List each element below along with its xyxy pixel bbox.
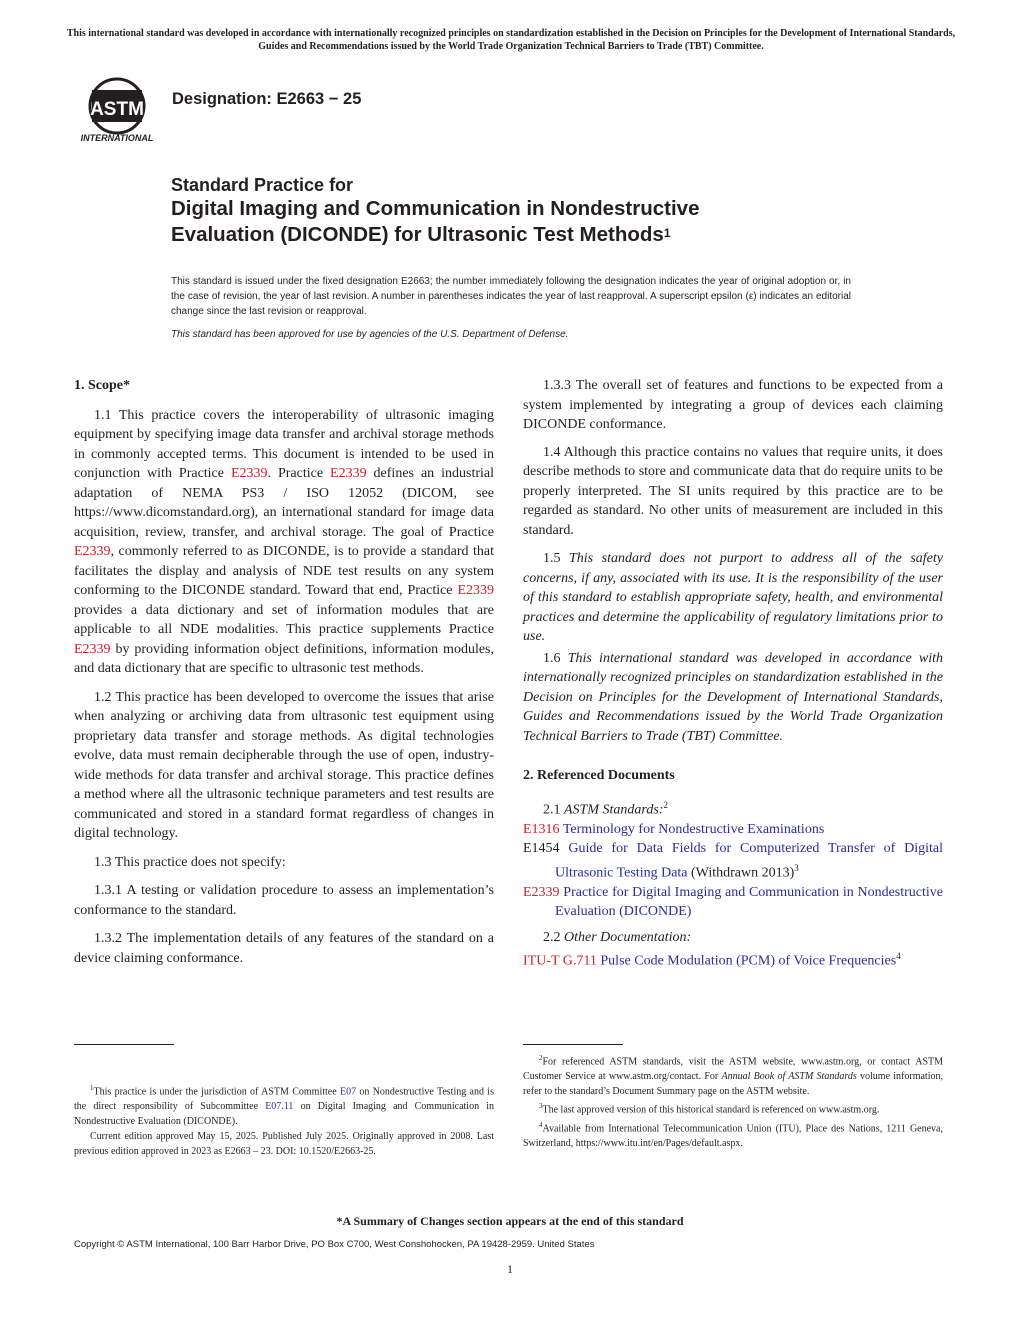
footnote-3: $^3$The last approved version of this historical standard is referenced on www.astm.org. <box>539 1102 880 1116</box>
para-1-2: 1.2 This practice has been developed to overcome the issues that arise when analyzing or archiving data from ultrasonic test equipment using proprietary data transfer and storage methods. As digital technologies evolve, data must remain decipherable through the use of open, industry-wide methods for data transfer and archival storage. This practice defines a method where all the ultrasonic technique parameters and test results are communicated and stored in a standard format regardless of changes in digital technology. <box>74 689 494 841</box>
ref-item <box>523 820 943 840</box>
link-e2339[interactable]: E2339 <box>457 583 494 598</box>
ref-title[interactable]: Guide for Data Fields for Computerized Transfer of Digital Ultrasonic Testing Data <box>555 841 944 881</box>
ref-code[interactable]: E1316 <box>523 821 560 837</box>
link-e2339[interactable]: E2339 <box>330 466 367 481</box>
para-1-3-3: 1.3.3 The overall set of features and functions to be expected from a system implemented by integrating a group of devices each claiming DICONDE conformance. <box>523 378 943 432</box>
svg-text:ASTM: ASTM <box>90 99 144 120</box>
ref-code[interactable]: ITU-T G.711 <box>523 953 597 969</box>
footnote-4: $^4$Available from International Telecommunication Union (ITU), Place des Nations, 1211 Geneva, Switzerland, https://www.itu.int/en/Pages/default.aspx. <box>523 1120 943 1149</box>
astm-logo <box>72 76 162 146</box>
title-line-1: Standard Practice for <box>171 175 354 195</box>
para-1-4: 1.4 Although this practice contains no values that require units, it does describe methods to store and communicate data that do require units to be properly interpreted. The SI units required by this practice are to be regarded as standard. No other units of measurement are included in this standard. <box>523 444 943 538</box>
title-footnote-mark[interactable]: 1 <box>663 226 671 240</box>
footnote-rule <box>523 1044 623 1045</box>
ref-code: E1454 <box>523 841 560 857</box>
para-1-3-2: 1.3.2 The implementation details of any features of the standard on a device claiming conformance. <box>74 931 494 966</box>
title-line-3: Evaluation (DICONDE) for Ultrasonic Test Methods$^1$ <box>171 223 671 246</box>
link-e07[interactable]: E07 <box>339 1086 357 1098</box>
scope-heading: 1. Scope* <box>74 378 130 393</box>
copyright: Copyright © ASTM International, 100 Barr Harbor Drive, PO Box C700, West Conshohocken, PA 19428-2959. United States <box>74 1239 595 1250</box>
ref-item <box>523 883 943 922</box>
issue-note: This standard is issued under the fixed designation E2663; the number immediately following the designation indicates the year of original adoption or, in the case of revision, the year of last revision. A number in parentheses indicates the year of last reapproval. A superscript epsilon (ε) indicates an editorial change since the last revision or reapproval. <box>171 276 851 317</box>
ref-item: ITU-T G.711 Pulse Code Modulation (PCM) of Voice Frequencies$^4$ <box>523 951 901 969</box>
ref-item: E1454 Guide for Data Fields for Computerized Transfer of Digital Ultrasonic Testing Data (Withdrawn 2013)$^3$ <box>523 841 944 881</box>
summary-of-changes-note: *A Summary of Changes section appears at the end of this standard <box>336 1214 684 1228</box>
link-e2339[interactable]: E2339 <box>230 466 268 481</box>
other-docs-label: 2.2 Other Documentation: <box>543 929 692 945</box>
defense-note: This standard has been approved for use by agencies of the U.S. Department of Defense. <box>171 329 569 340</box>
ref-title[interactable]: Terminology for Nondestructive Examinations <box>562 821 825 837</box>
wto-notice: This international standard was developed in accordance with internationally recognized principles on standardization established in the Decision on Principles for the Development of International Standards, Guides and Recommendations issued by the World Trade Organization Technical Barriers to Trade (TBT) Committee. <box>66 28 956 52</box>
para-1-3-1: 1.3.1 A testing or validation procedure to assess an implementation’s conformance to the standard. <box>74 883 494 918</box>
footnotes-left <box>74 1081 494 1159</box>
references-heading: 2. Referenced Documents <box>523 768 675 783</box>
para-1-1: 1.1 This practice covers the interoperability of ultrasonic imaging equipment by specifying image data transfer and archival storage methods in commonly accepted terms. This document is intended to be used in conjunction with Practice E2339. Practice E2339 defines an industrial adaptation of NEMA PS3 / ISO 12052 (DICOM, see https://www.dicomstandard.org), an international standard for image data acquisition, review, transfer, and archival storage. The goal of Practice E2339, commonly referred to as DICONDE, is to provide a standard that facilitates the display and analysis of NDE test results on any system conforming to the DICONDE standard. Toward that end, Practice E2339 provides a data dictionary and set of information modules that are applicable to all NDE modalities. This practice supplements Practice E2339 by providing information object definitions, information modules, and data dictionary that are specific to ultrasonic test methods. <box>74 407 494 676</box>
left-column <box>74 376 494 977</box>
link-e2339[interactable]: E2339 <box>74 544 111 559</box>
para-1-6: 1.6 This international standard was developed in accordance with internationally recognized principles on standardization established in the Decision on Principles for the Development of International Standards, Guides and Recommendations issued by the World Trade Organization Technical Barriers to Trade (TBT) Committee. <box>523 650 944 744</box>
link-e0711[interactable]: E07.11 <box>265 1101 294 1113</box>
link-e2339[interactable]: E2339 <box>74 641 111 657</box>
para-1-5: 1.5 This standard does not purport to address all of the safety concerns, if any, associated with its use. It is the responsibility of the user of this standard to establish appropriate safety, health, and environmental practices and determine the applicability of regulatory limitations prior to use. <box>523 551 943 644</box>
ref-code[interactable]: E2339 <box>523 884 560 900</box>
ref-title[interactable]: Practice for Digital Imaging and Communication in Nondestructive Evaluation (DICONDE) <box>555 884 944 920</box>
astm-standards-label: 2.1 ASTM Standards:$^2$ <box>543 799 668 818</box>
footnotes-right <box>523 1051 943 1151</box>
footnote-rule <box>74 1044 174 1045</box>
designation: Designation: E2663 − 25 <box>172 90 362 108</box>
para-1-3: 1.3 This practice does not specify: <box>94 854 286 870</box>
svg-text:INTERNATIONAL: INTERNATIONAL <box>80 133 154 143</box>
document-title <box>171 174 871 248</box>
title-line-2: Digital Imaging and Communication in Nondestructive <box>171 197 700 220</box>
footnote-1: $^1$This practice is under the jurisdiction of ASTM Committee E07 on Nondestructive Testing and is the direct responsibility of Subcommittee E07.11 on Digital Imaging and Communication in Nondestructive Evaluation (DICONDE). <box>74 1084 494 1128</box>
footnote-2: $^2$For referenced ASTM standards, visit the ASTM website, www.astm.org, or contact ASTM Customer Service at www.astm.org/contact. For Annual Book of ASTM Standards volume information, refer to the standard’s Document Summary page on the ASTM website. <box>523 1054 943 1098</box>
footnote-edition: Current edition approved May 15, 2025. Published July 2025. Originally approved in 2008. Last previous edition approved in 2023 as E2663 – 23. DOI: 10.1520/E2663-25. <box>74 1131 494 1158</box>
right-column <box>523 376 943 971</box>
ref-title[interactable]: Pulse Code Modulation (PCM) of Voice Frequencies <box>600 953 897 969</box>
page-number: 1 <box>507 1262 513 1276</box>
